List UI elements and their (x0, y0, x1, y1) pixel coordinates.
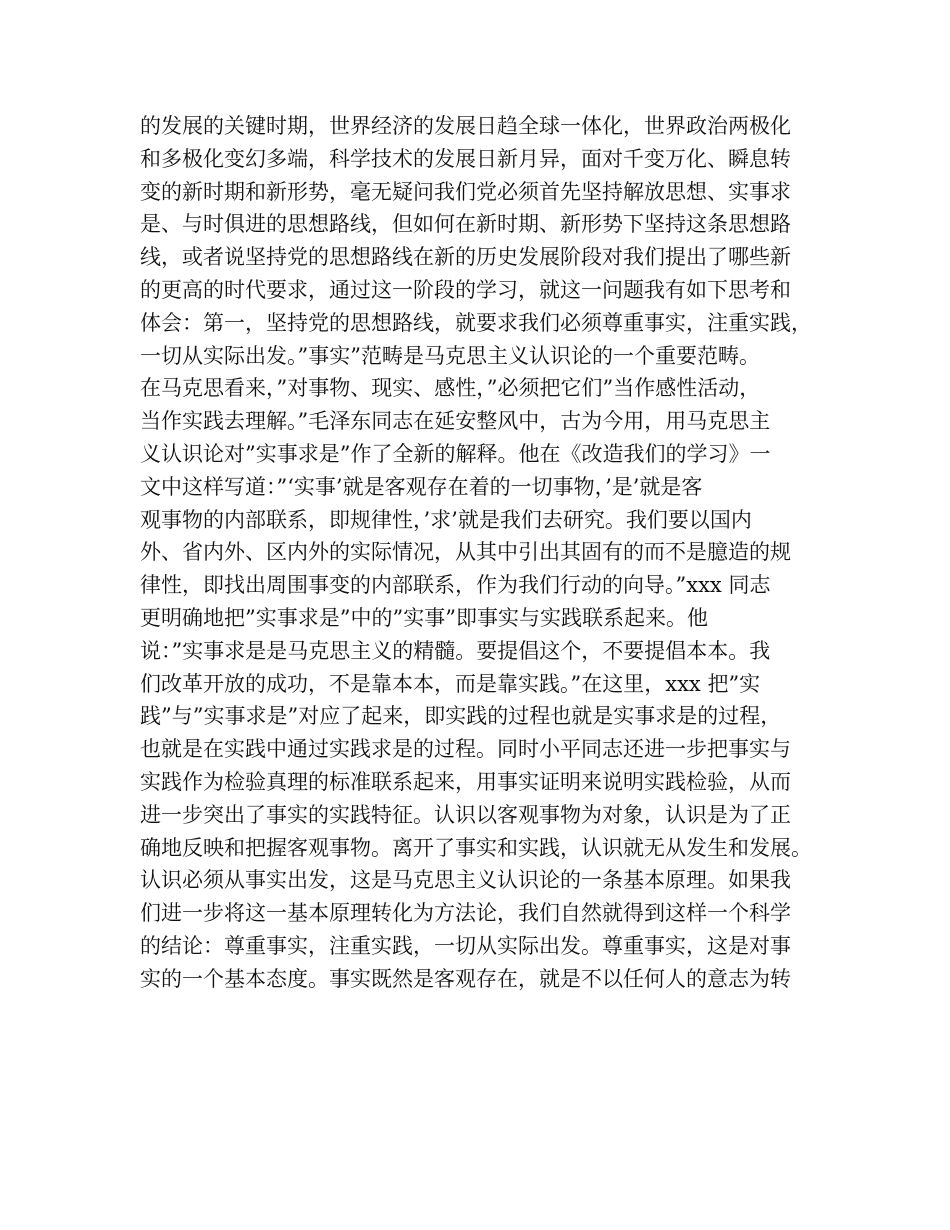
text-line: 进一步突出了事实的实践特征。认识以客观事物为对象，认识是为了正 (140, 802, 791, 827)
text-line: 们改革开放的成功，不是靠本本，而是靠实践。”在这里，xxx 把”实 (140, 671, 761, 696)
text-line: 实的一个基本态度。事实既然是客观存在，就是不以任何人的意志为转 (140, 966, 791, 991)
text-line: 确地反映和把握客观事物。离开了事实和实践，认识就无从发生和发展。 (140, 835, 812, 860)
text-line: 的结论：尊重事实，注重实践，一切从实际出发。尊重事实，这是对事 (140, 933, 791, 958)
text-line: 说：”实事求是是马克思主义的精髓。要提倡这个，不要提倡本本。我 (140, 638, 771, 663)
text-line: 在马克思看来，”对事物、现实、感性，”必须把它们”当作感性活动， (140, 376, 761, 401)
text-line: 变的新时期和新形势，毫无疑问我们党必须首先坚持解放思想、实事求 (140, 179, 791, 204)
text-line: 认识必须从事实出发，这是马克思主义认识论的一条基本原理。如果我 (140, 868, 791, 893)
text-line: 文中这样写道：”‘实事’就是客观存在着的一切事物，’是’就是客 (140, 474, 703, 499)
text-line: 也就是在实践中通过实践求是的过程。同时小平同志还进一步把事实与 (140, 737, 791, 762)
body-text (140, 110, 830, 996)
text-line: 义认识论对”实事求是”作了全新的解释。他在《改造我们的学习》一 (140, 441, 771, 466)
text-line: 践”与”实事求是”对应了起来，即实践的过程也就是实事求是的过程， (140, 704, 782, 729)
text-line: 实践作为检验真理的标准联系起来，用事实证明来说明实践检验，从而 (140, 769, 791, 794)
text-line: 线，或者说坚持党的思想路线在新的历史发展阶段对我们提出了哪些新 (140, 245, 791, 270)
text-line: 的更高的时代要求，通过这一阶段的学习，就这一问题我有如下思考和 (140, 277, 791, 302)
text-line: 更明确地把”实事求是”中的”实事”即事实与实践联系起来。他 (140, 605, 708, 630)
text-line: 一切从实际出发。”事实”范畴是马克思主义认识论的一个重要范畴。 (140, 343, 760, 368)
text-line: 和多极化变幻多端，科学技术的发展日新月异，面对千变万化、瞬息转 (140, 146, 791, 171)
text-line: 外、省内外、区内外的实际情况，从其中引出其固有的而不是臆造的规 (140, 540, 791, 565)
text-line: 们进一步将这一基本原理转化为方法论，我们自然就得到这样一个科学 (140, 901, 791, 926)
text-line: 当作实践去理解。”毛泽东同志在延安整风中，古为今用，用马克思主 (140, 409, 771, 434)
text-line: 的发展的关键时期，世界经济的发展日趋全球一体化，世界政治两极化 (140, 114, 791, 138)
text-line: 观事物的内部联系，即规律性，’求’就是我们去研究。我们要以国内 (140, 507, 752, 532)
text-line: 体会：第一，坚持党的思想路线，就要求我们必须尊重事实，注重实践， (140, 310, 812, 335)
text-line: 律性，即找出周围事变的内部联系，作为我们行动的向导。”xxx 同志 (140, 573, 771, 598)
text-line: 是、与时俱进的思想路线，但如何在新时期、新形势下坚持这条思想路 (140, 212, 791, 237)
